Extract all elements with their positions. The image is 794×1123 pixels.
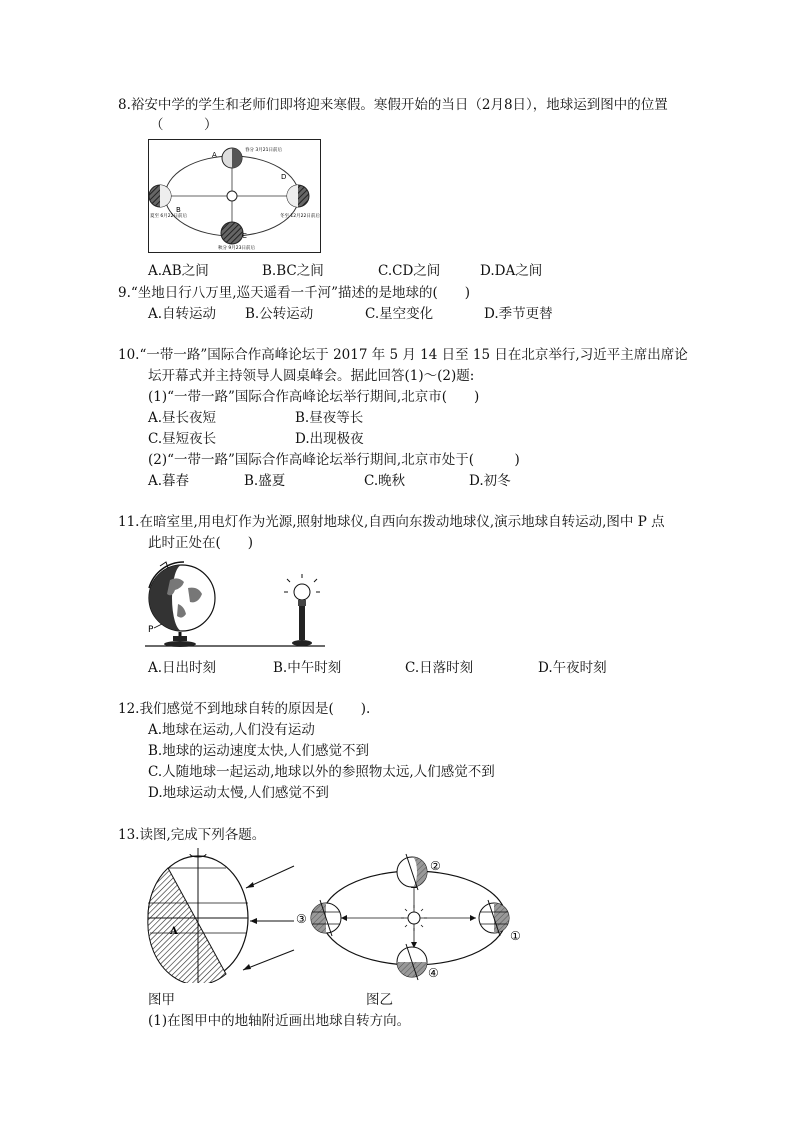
q11-option-c[interactable]: C.日落时刻 bbox=[405, 660, 474, 676]
q13-fig-a-label: A bbox=[170, 926, 178, 937]
q11-label-p: P bbox=[148, 625, 154, 635]
q8-caption-spring: 春分 3月21日前后 bbox=[245, 148, 283, 153]
q11-stem-line1: 11.在暗室里,用电灯作为光源,照射地球仪,自西向东拨动地球仪,演示地球自转运动,图中 P 点 bbox=[118, 514, 665, 530]
q8-label-c: C bbox=[242, 232, 247, 240]
q10-sub2-option-a[interactable]: A.暮春 bbox=[148, 473, 190, 489]
q8-answer-paren: （ ） bbox=[150, 117, 218, 133]
q10-sub1-option-b[interactable]: B.昼夜等长 bbox=[295, 410, 364, 426]
q13-position-1: ① bbox=[510, 929, 521, 943]
q10-sub2: (2)“一带一路”国际合作高峰论坛举行期间,北京市处于( ) bbox=[148, 452, 520, 468]
q8-label-a: A bbox=[212, 151, 217, 159]
q10-sub1: (1)“一带一路”国际合作高峰论坛举行期间,北京市( ) bbox=[148, 389, 480, 405]
q13-figure-b bbox=[296, 850, 532, 982]
q12-option-b[interactable]: B.地球的运动速度太快,人们感觉不到 bbox=[148, 743, 370, 759]
q9-option-b[interactable]: B.公转运动 bbox=[245, 306, 314, 322]
q9-option-c[interactable]: C.星空变化 bbox=[365, 306, 434, 322]
q11-option-d[interactable]: D.午夜时刻 bbox=[538, 660, 607, 676]
q13-fig-a-caption: 图甲 bbox=[148, 992, 175, 1008]
q8-caption-autumn: 秋分 9月23日前后 bbox=[218, 246, 256, 251]
q11-option-b[interactable]: B.中午时刻 bbox=[273, 660, 342, 676]
q10-stem-line1: 10.“一带一路”国际合作高峰论坛于 2017 年 5 月 14 日至 15 日在北京举行,习近平主席出席论 bbox=[118, 347, 688, 363]
q13-figure-a bbox=[146, 848, 296, 983]
q8-caption-summer: 夏至 6月22日前后 bbox=[150, 214, 188, 219]
q8-option-b[interactable]: B.BC之间 bbox=[262, 263, 324, 279]
q8-orbit-figure bbox=[148, 139, 321, 253]
q13-fig-b-caption: 图乙 bbox=[366, 992, 393, 1008]
q11-globe-lamp-figure bbox=[140, 558, 330, 650]
q10-sub2-option-c[interactable]: C.晚秋 bbox=[364, 473, 406, 489]
q11-option-a[interactable]: A.日出时刻 bbox=[148, 660, 217, 676]
q8-option-c[interactable]: C.CD之间 bbox=[378, 263, 441, 279]
q8-option-a[interactable]: A.AB之间 bbox=[148, 263, 209, 279]
q12-option-d[interactable]: D.地球运动太慢,人们感觉不到 bbox=[148, 785, 329, 801]
q10-sub1-option-d[interactable]: D.出现极夜 bbox=[295, 431, 364, 447]
q12-option-c[interactable]: C.人随地球一起运动,地球以外的参照物太远,人们感觉不到 bbox=[148, 764, 495, 780]
q12-option-a[interactable]: A.地球在运动,人们没有运动 bbox=[148, 722, 315, 738]
q9-option-d[interactable]: D.季节更替 bbox=[484, 306, 553, 322]
q13-position-3: ③ bbox=[296, 912, 307, 926]
q11-stem-line2: 此时正处在( ) bbox=[148, 535, 254, 551]
q13-stem: 13.读图,完成下列各题。 bbox=[118, 827, 266, 843]
q10-stem-line2: 坛开幕式并主持领导人圆桌峰会。据此回答(1)～(2)题: bbox=[148, 368, 475, 384]
q8-label-b: B bbox=[176, 206, 181, 214]
q9-option-a[interactable]: A.自转运动 bbox=[148, 306, 217, 322]
q10-sub1-option-a[interactable]: A.昼长夜短 bbox=[148, 410, 217, 426]
q10-sub2-option-d[interactable]: D.初冬 bbox=[469, 473, 511, 489]
q10-sub1-option-c[interactable]: C.昼短夜长 bbox=[148, 431, 217, 447]
q8-stem: 8.裕安中学的学生和老师们即将迎来寒假。寒假开始的当日（2月8日），地球运到图中的位置 bbox=[118, 97, 668, 113]
q10-sub2-option-b[interactable]: B.盛夏 bbox=[244, 473, 286, 489]
q8-caption-winter: 冬至 12月22日前后 bbox=[280, 214, 320, 219]
q13-position-2: ② bbox=[430, 859, 441, 873]
q9-stem: 9.“坐地日行八万里,巡天遥看一千河”描述的是地球的( ) bbox=[118, 285, 471, 301]
q8-option-d[interactable]: D.DA之间 bbox=[480, 263, 543, 279]
q13-position-4: ④ bbox=[428, 966, 439, 980]
q12-stem: 12.我们感觉不到地球自转的原因是( ). bbox=[118, 701, 371, 717]
q8-label-d: D bbox=[281, 173, 287, 181]
q13-sub1: (1)在图甲中的地轴附近画出地球自转方向。 bbox=[148, 1013, 411, 1029]
